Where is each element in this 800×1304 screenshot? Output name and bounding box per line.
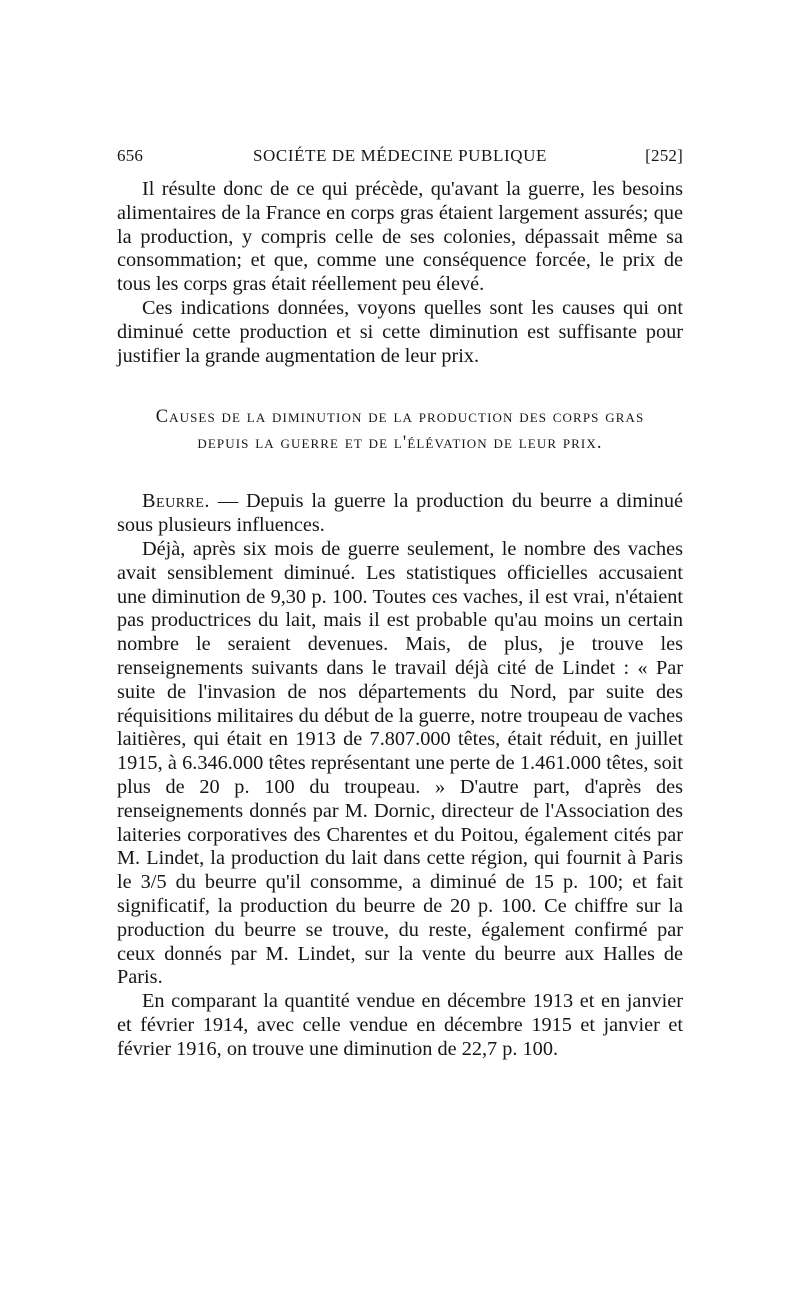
- section-heading-line-2: depuis la guerre et de l'élévation de leur prix.: [197, 433, 603, 454]
- body-text: [117, 178, 683, 1062]
- bracket-page-reference: [252]: [645, 146, 683, 165]
- paragraph-beurre-comparison: En comparant la quantité vendue en décembre 1913 et en janvier et février 1914, avec celle vendue en décembre 1915 et janvier et février 1916, on trouve une diminution de 22,7 p. 100.: [117, 990, 683, 1060]
- beurre-lead: Beurre.: [142, 490, 210, 513]
- paragraph-beurre-statistics: Déjà, après six mois de guerre seulement, le nombre des vaches avait sensiblement diminué. Les statistiques officielles accusaient une diminution de 9,30 p. 100. Toutes ces vaches, il est vrai, n'étaient pas productrices du lait, mais il est probable qu'au moins un certain nombre le seraient devenues. Mais, de plus, je trouve les renseignements suivants dans le travail déjà cité de Lindet : « Par suite de l'invasion de nos départements du Nord, par suite des réquisitions militaires du début de la guerre, notre troupeau de vaches laitières, qui était en 1913 de 7.807.000 têtes, était réduit, en juillet 1915, à 6.346.000 têtes représentant une perte de 1.461.000 têtes, soit plus de 20 p. 100 du troupeau. » D'autre part, d'après des renseignements donnés par M. Dornic, directeur de l'Association des laiteries corporatives des Charentes et du Poitou, également cités par M. Lindet, la production du lait dans cette région, qui fournit à Paris le 3/5 du beurre qu'il consomme, a diminué de 15 p. 100; et fait significatif, la production du beurre de 20 p. 100. Ce chiffre sur la production du beurre se trouve, du reste, également confirmé par ceux donnés par M. Lindet, sur la vente du beurre aux Halles de Paris.: [117, 537, 683, 989]
- section-heading-line-1: Causes de la diminution de la production des corps gras: [155, 407, 645, 428]
- page-number: 656: [117, 146, 144, 165]
- section-heading: [117, 404, 683, 456]
- paragraph-beurre-intro: [117, 490, 683, 538]
- book-page: [117, 146, 683, 1062]
- running-header: [117, 146, 683, 172]
- beurre-intro-text: — Depuis la guerre la production du beurre a diminué sous plusieurs influences.: [117, 490, 683, 537]
- running-title: SOCIÉTE DE MÉDECINE PUBLIQUE: [253, 146, 547, 165]
- paragraph-conclusion: Il résulte donc de ce qui précède, qu'avant la guerre, les besoins alimentaires de la France en corps gras étaient largement assurés; que la production, y compris celle de ses colonies, dépassait même sa consommation; et que, comme une conséquence forcée, le prix de tous les corps gras était réellement peu élevé.: [117, 178, 683, 296]
- paragraph-transition: Ces indications données, voyons quelles sont les causes qui ont diminué cette production et si cette diminution est suffisante pour justifier la grande augmentation de leur prix.: [117, 296, 683, 367]
